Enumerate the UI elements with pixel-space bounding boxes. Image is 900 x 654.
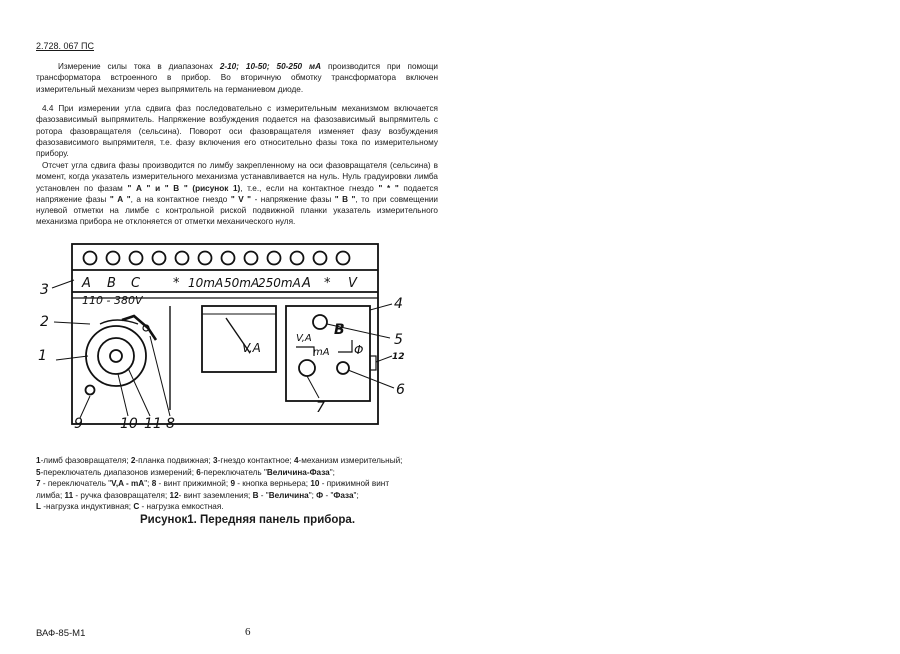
document-code: 2.728. 067 ПС xyxy=(36,41,95,51)
label-10ma: 10mA xyxy=(188,276,224,290)
label-star-1: * xyxy=(173,276,180,291)
panel-outline xyxy=(72,244,378,424)
label-phase-c: C xyxy=(131,276,141,291)
callout-12: 12 xyxy=(392,352,405,362)
para1-text-end: производится при помощи трансформатора встроенного в прибор. Во вторичную обмотку трансформатора включен измерительный механизм через выпрямитель на германиевом диоде. xyxy=(36,62,438,94)
range-switch-knob xyxy=(313,315,327,329)
para3-t3: подается напряжение фазы xyxy=(36,183,439,204)
legend-bb: Величина xyxy=(268,490,309,500)
phase-limb xyxy=(86,326,146,386)
legend-t5: -переключатель диапазонов измерений; xyxy=(40,467,197,477)
legend-tc: - нагрузка емкостная. xyxy=(139,502,224,511)
front-panel-figure xyxy=(30,228,440,453)
footer-model: ВАФ-85-М1 xyxy=(36,628,86,639)
legend-tl: -нагрузка индуктивная; xyxy=(41,502,134,511)
label-250ma: 250mA xyxy=(258,276,301,290)
legend-n4: 4 xyxy=(293,456,299,465)
switch-label-va: V,A xyxy=(296,333,312,344)
switch-label-ma: mA xyxy=(313,347,330,358)
callout-7: 7 xyxy=(316,400,325,416)
legend-n2: 2 xyxy=(130,456,136,465)
legend-n3: 3 xyxy=(213,456,218,465)
legend-tb: - " xyxy=(258,490,269,500)
legend-t4: -механизм измерительный; xyxy=(298,456,403,465)
para3-t6: , то при совмещении нулевой отметки на лимбе с контрольной риской подвижной планки указатель измерительного механизма прибора не отклоняется от отметки механического нуля. xyxy=(36,194,439,227)
voltage-range-label: 110 - 380V xyxy=(82,294,143,307)
callout-5: 5 xyxy=(394,332,403,348)
legend-n9: 9 xyxy=(230,479,235,488)
legend-t7b: "; xyxy=(144,479,152,488)
paragraph-current-measurement xyxy=(36,61,438,95)
legend-tb2: "; xyxy=(308,490,317,500)
legend-bf: Фаза xyxy=(333,490,354,500)
callout-6: 6 xyxy=(396,382,405,398)
legend-t8: - винт прижимной; xyxy=(156,479,231,488)
va-ma-switch-knob xyxy=(299,360,315,376)
legend-n10: 10 xyxy=(310,479,320,488)
callout-9: 9 xyxy=(74,416,83,432)
value-phase-switch-knob xyxy=(337,362,349,374)
front-panel-drawing xyxy=(30,228,440,453)
meter-scale-label: V,A xyxy=(242,341,261,355)
legend-nl: L xyxy=(36,502,42,511)
callout-8: 8 xyxy=(166,416,175,432)
legend-tf2: "; xyxy=(353,490,359,500)
para3-t5: - напряжение фазы xyxy=(251,194,335,204)
legend-n1: 1 xyxy=(36,456,41,465)
label-50ma: 50mA xyxy=(224,276,260,290)
legend-n12: 12 xyxy=(169,490,179,500)
current-ranges: 2-10; 10-50; 50-250 мА xyxy=(219,62,321,71)
contact-sockets xyxy=(84,252,350,265)
para3-t1: Отсчет угла сдвига фазы производится по лимбу закрепленному на оси фазовращателя (сельсина) в момент, когда указатель измерительного механизма устанавливается на нуль. Нуль градуировки лимба установлен по фазам xyxy=(36,161,438,193)
callout-1: 1 xyxy=(38,348,47,364)
paragraph-phase-measurement: 4.4 При измерении угла сдвига фаз последовательно с измерительным механизмом включается фазозависимый выпрямитель. Напряжение возбуждения подается на фазозависимый выпрямитель с ротора фазовращателя (сельсина). Поворот оси фазовращателя изменяет фазу возбуждения фазозависимого выпрямителя, т.е. фазу включения его относительно фазы тока по измерительному прибору. xyxy=(36,104,438,159)
legend-tf: - " xyxy=(323,490,334,500)
callout-10: 10 xyxy=(120,416,138,432)
label-star-2: * xyxy=(324,276,331,291)
figure-legend xyxy=(36,455,438,513)
label-a: A xyxy=(302,276,311,291)
legend-t6b: "; xyxy=(329,467,335,477)
legend-t9: - кнопка верньера; xyxy=(235,479,311,488)
legend-t6: -переключатель " xyxy=(200,467,267,477)
legend-b7: V,A - mA xyxy=(111,479,145,488)
para3-t4: , а на контактное гнездо xyxy=(130,194,231,204)
para3-b5: " В " xyxy=(334,194,356,204)
legend-t1: -лимб фазовращателя; xyxy=(40,456,131,465)
para3-b1: " А " и " В " (рисунок 1) xyxy=(127,183,241,193)
meter-window xyxy=(202,306,276,372)
legend-n5: 5 xyxy=(36,467,41,477)
legend-t10: - прижимной винт xyxy=(319,479,390,488)
label-phase-a: A xyxy=(82,276,91,291)
callout-4: 4 xyxy=(394,296,403,312)
callout-3: 3 xyxy=(40,282,49,298)
legend-n8: 8 xyxy=(151,479,157,488)
paragraph-phase-reading xyxy=(36,160,438,228)
label-phase-b: B xyxy=(107,276,116,291)
top-labels xyxy=(81,276,358,291)
legend-t2: -планка подвижная; xyxy=(135,456,214,465)
legend-b6: Величина-Фаза xyxy=(266,467,330,477)
vernier-button xyxy=(86,386,95,395)
label-v: V xyxy=(348,276,357,291)
callout-2: 2 xyxy=(40,314,49,330)
switch-label-value: B xyxy=(334,322,345,338)
callout-11: 11 xyxy=(144,416,162,432)
legend-n7: 7 xyxy=(36,479,41,488)
legend-t12: - винт заземления; xyxy=(178,490,253,500)
para3-b2: " * " xyxy=(378,183,399,193)
legend-n11: 11 xyxy=(64,490,74,500)
para3-t2: , т.е., если на контактное гнездо xyxy=(240,183,379,193)
legend-t10b: лимба; xyxy=(36,490,65,500)
para3-b3: " А " xyxy=(109,194,131,204)
switch-label-phase: Φ xyxy=(354,343,364,357)
figure-caption: Рисунок1. Передняя панель прибора. xyxy=(140,514,356,526)
legend-nf: Ф xyxy=(316,490,324,500)
page-number: 6 xyxy=(245,626,251,638)
legend-t3: -гнездо контактное; xyxy=(217,456,294,465)
legend-nb: В xyxy=(252,490,259,500)
para3-b4: " V " xyxy=(230,194,252,204)
legend-t11: - ручка фазовращателя; xyxy=(73,490,170,500)
legend-nc: С xyxy=(133,502,140,511)
legend-t7: - переключатель " xyxy=(40,479,112,488)
para1-text-start: Измерение силы тока в диапазонах xyxy=(58,62,220,71)
legend-n6: 6 xyxy=(196,467,201,477)
